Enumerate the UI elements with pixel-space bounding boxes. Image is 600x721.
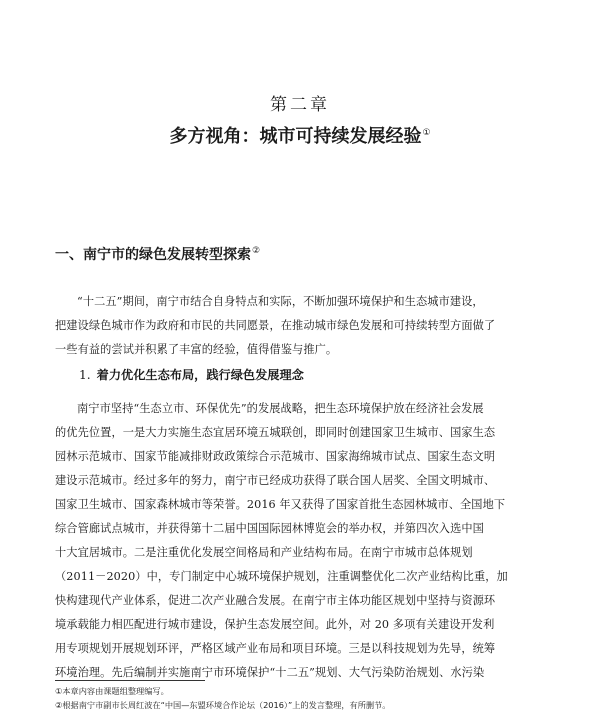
intro-paragraph-line: 一些有益的尝试并积累了丰富的经验，值得借鉴与推广。 (55, 343, 338, 356)
footnote-divider (55, 680, 205, 681)
intro-paragraph (55, 290, 557, 362)
chapter-title-footnote-mark[interactable]: ① (422, 128, 431, 138)
body-paragraph-line: 境承载能力相匹配进行城市建设，保护生态发展空间。此外，对 20 多项有关建设开发利 (55, 618, 495, 631)
body-paragraph-line: 南宁市坚持“生态立市、环保优先”的发展战略，把生态环境保护放在经济社会发展 (77, 402, 484, 415)
body-paragraph-line: 园林示范城市、国家节能减排财政政策综合示范城市、国家海绵城市试点、国家生态文明 (55, 450, 496, 463)
body-paragraph-line: 的优先位置，一是大力实施生态宜居环境五城联创，即同时创建国家卫生城市、国家生态 (55, 426, 496, 439)
section-heading-footnote-mark[interactable]: ② (252, 246, 261, 257)
subsection-heading-text: 着力优化生态布局，践行绿色发展理念 (96, 368, 304, 382)
subsection-heading (79, 366, 304, 383)
intro-paragraph-line: “十二五”期间，南宁市结合自身特点和实际，不断加强环境保护和生态城市建设， (77, 295, 484, 308)
section-heading (55, 244, 260, 264)
body-paragraph-line: 建设示范城市。经过多年的努力，南宁市已经成功获得了联合国人居奖、全国文明城市、 (55, 474, 496, 487)
subsection-number: 1. (79, 368, 91, 382)
body-paragraph-line: 国家卫生城市、国家森林城市等荣誉。2016 年又获得了国家首批生态园林城市、全国地下 (55, 498, 506, 511)
footnote-1: ①本章内容由课题组整理编写。 (55, 686, 169, 696)
body-paragraph-line: 十大宜居城市。二是注重优化发展空间格局和产业结构布局。在南宁市城市总体规划 (55, 546, 473, 559)
body-paragraph-line: 用专项规划开展规划环评，严格区域产业布局和项目环境。三是以科技规划为先导，统筹 (55, 642, 496, 655)
footnotes (55, 684, 575, 712)
body-paragraph (55, 397, 557, 685)
body-paragraph-line: 快构建现代产业体系，促进二次产业融合发展。在南宁市主体功能区规划中坚持与资源环 (55, 594, 496, 607)
body-paragraph-line: 综合管廊试点城市，并获得第十二届中国国际园林博览会的举办权，并第四次入选中国 (55, 522, 484, 535)
body-paragraph-line: （2011－2020）中，专门制定中心城环境保护规划，注重调整优化二次产业结构比重，加 (55, 570, 508, 583)
chapter-title (0, 122, 600, 148)
body-paragraph-line: 环境治理。先后编制并实施南宁市环境保护“十二五”规划、大气污染防治规划、水污染 (55, 666, 485, 679)
chapter-label (0, 90, 600, 115)
chapter-title-text: 多方视角：城市可持续发展经验 (169, 126, 422, 147)
chapter-label-text: 第二章 (270, 95, 330, 115)
footnote-2: ②根据南宁市副市长周红波在“中国—东盟环境合作论坛（2016）”上的发言整理，有所删节。 (55, 700, 391, 710)
section-heading-text: 一、南宁市的绿色发展转型探索 (55, 247, 251, 263)
intro-paragraph-line: 把建设绿色城市作为政府和市民的共同愿景，在推动城市绿色发展和可持续转型方面做了 (55, 319, 496, 332)
